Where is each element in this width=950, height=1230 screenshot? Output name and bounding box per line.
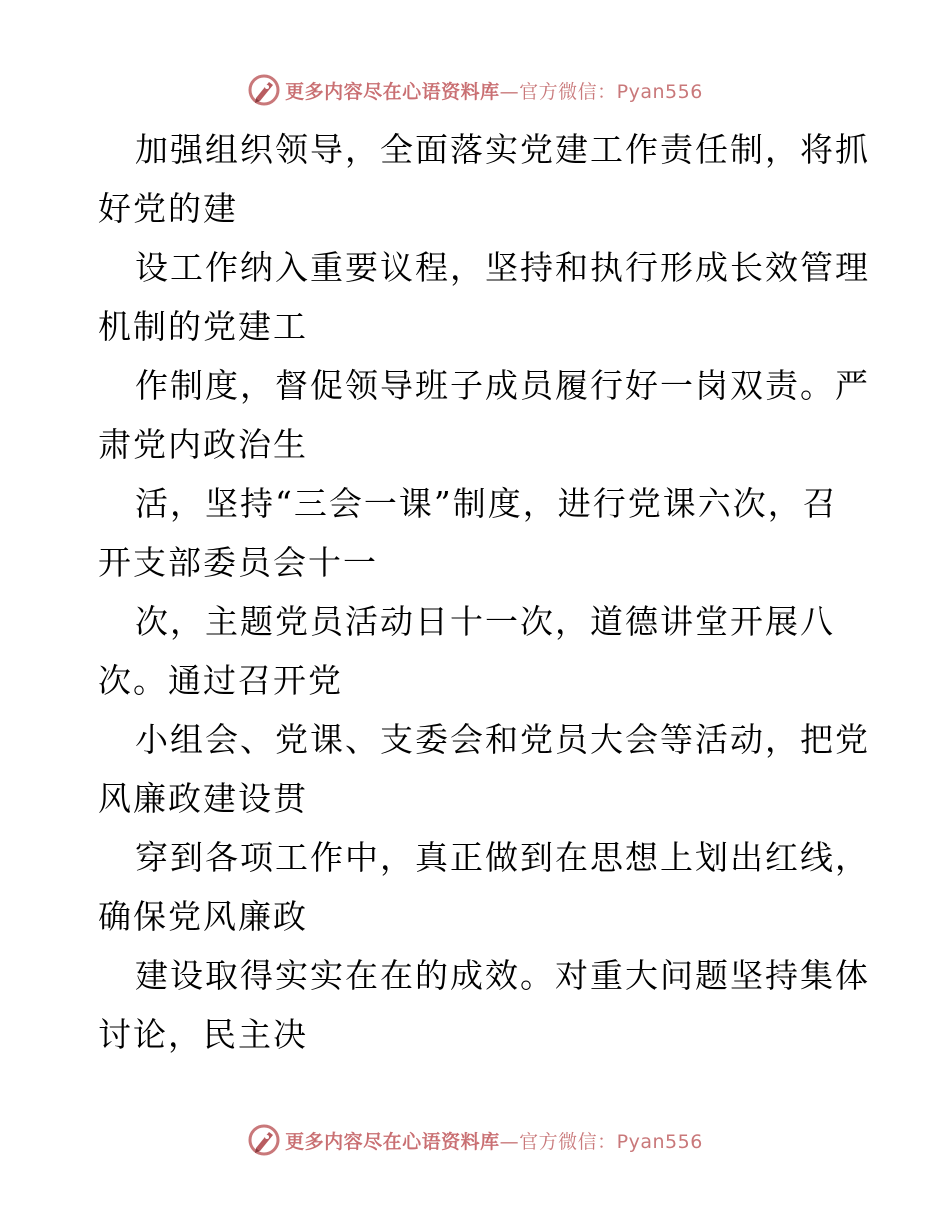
footer-banner-tail: —官方微信：Pyan556	[499, 1130, 703, 1153]
pen-circle-logo-icon	[247, 1123, 281, 1157]
paragraph-line: 建设取得实实在在的成效。对重大问题坚持集体	[135, 956, 870, 995]
document-body	[98, 120, 870, 1064]
pen-circle-logo-icon	[247, 73, 281, 107]
paragraph-6	[98, 710, 870, 828]
paragraph-line: 机制的党建工	[98, 307, 308, 346]
footer-banner-main: 更多内容尽在心语资料库	[285, 1130, 500, 1153]
paragraph-line: 次，主题党员活动日十一次，道德讲堂开展八	[135, 602, 835, 641]
paragraph-4	[98, 474, 858, 592]
paragraph-2	[98, 238, 870, 356]
paragraph-line: 肃党内政治生	[98, 425, 308, 464]
header-banner-text	[285, 77, 703, 104]
paragraph-line: 开支部委员会十一	[98, 543, 378, 582]
paragraph-line: 加强组织领导，全面落实党建工作责任制，将抓	[135, 130, 870, 169]
paragraph-line: 作制度，督促领导班子成员履行好一岗双责。严	[135, 366, 870, 405]
paragraph-line: 确保党风廉政	[98, 897, 308, 936]
paragraph-7	[98, 828, 870, 946]
paragraph-3	[98, 356, 870, 474]
paragraph-line: 次。通过召开党	[98, 661, 343, 700]
paragraph-line: 设工作纳入重要议程，坚持和执行形成长效管理	[135, 248, 870, 287]
paragraph-line: 好党的建	[98, 189, 238, 228]
paragraph-line: 风廉政建设贯	[98, 779, 308, 818]
paragraph-5	[98, 592, 858, 710]
paragraph-line: 讨论，民主决	[98, 1015, 308, 1054]
paragraph-line: 穿到各项工作中，真正做到在思想上划出红线，	[135, 838, 870, 877]
footer-banner	[0, 1120, 950, 1160]
footer-banner-text	[285, 1127, 703, 1154]
header-banner	[0, 70, 950, 110]
paragraph-line: 活，坚持“三会一课”制度，进行党课六次，召	[135, 484, 838, 523]
header-banner-tail: —官方微信：Pyan556	[499, 80, 703, 103]
header-banner-main: 更多内容尽在心语资料库	[285, 80, 500, 103]
paragraph-1	[98, 120, 870, 238]
paragraph-line: 小组会、党课、支委会和党员大会等活动，把党	[135, 720, 870, 759]
paragraph-8	[98, 946, 870, 1064]
